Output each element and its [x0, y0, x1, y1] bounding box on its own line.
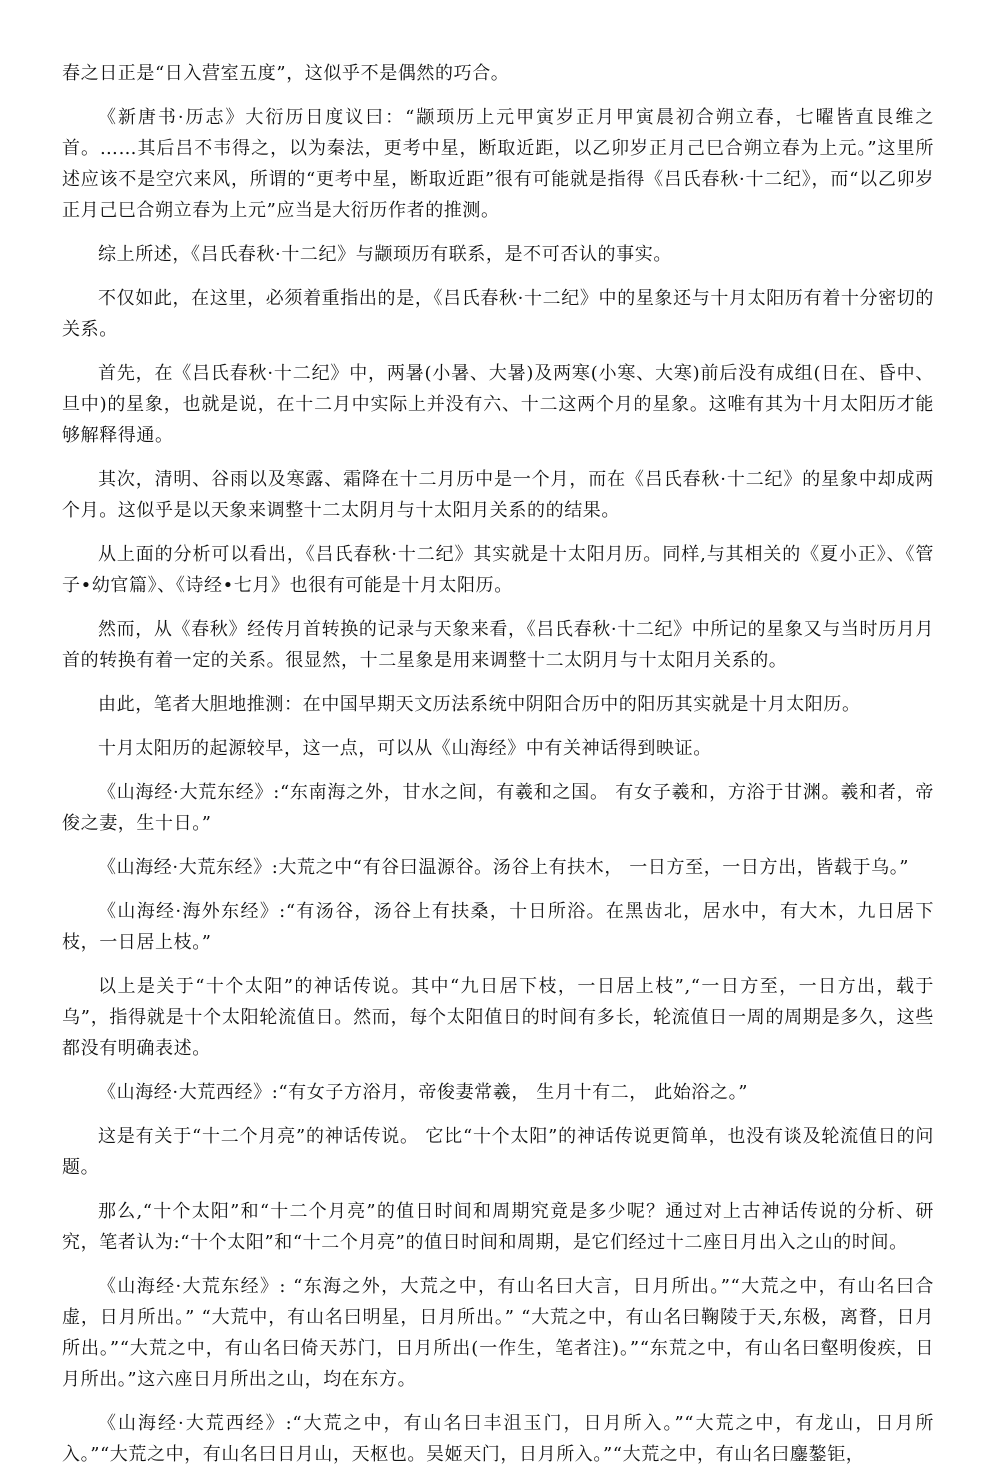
paragraph-17: 那么,“十个太阳”和“十二个月亮”的值日时间和周期究竟是多少呢？通过对上古神话传说的分析、研究，笔者认为:“十个太阳”和“十二个月亮”的值日时间和周期，是它们经过十二座日月出入之山的时间。: [62, 1201, 934, 1253]
paragraph-13: 《山海经·海外东经》:“有汤谷，汤谷上有扶桑，十日所浴。在黑齿北，居水中，有大木，九日居下枝，一日居上枝。”: [62, 901, 934, 953]
paragraph-1: 春之日正是“日入营室五度”，这似乎不是偶然的巧合。: [62, 63, 510, 84]
paragraph-14: 以上是关于“十个太阳”的神话传说。其中“九日居下枝，一日居上枝”,“一日方至，一日方出，载于乌”，指得就是十个太阳轮流值日。然而，每个太阳值日的时间有多长，轮流值日一周的周期是多久，这些都没有明确表述。: [62, 976, 934, 1059]
paragraph-3: 综上所述，《吕氏春秋·十二纪》与颛顼历有联系，是不可否认的事实。: [98, 244, 672, 265]
document-body: [62, 58, 934, 1483]
paragraph-12: 《山海经·大荒东经》:大荒之中“有谷曰温源谷。汤谷上有扶木， 一日方至，一日方出，皆载于乌。”: [98, 857, 910, 878]
paragraph-9: 由此，笔者大胆地推测：在中国早期天文历法系统中阴阳合历中的阳历其实就是十月太阳历。: [98, 694, 861, 715]
paragraph-6: 其次，清明、谷雨以及寒露、霜降在十二月历中是一个月，而在《吕氏春秋·十二纪》的星象中却成两个月。这似乎是以天象来调整十二太阴月与十太阳月关系的的结果。: [62, 469, 934, 521]
paragraph-15: 《山海经·大荒西经》:“有女子方浴月，帝俊妻常羲， 生月十有二， 此始浴之。”: [98, 1082, 749, 1103]
paragraph-7: 从上面的分析可以看出，《吕氏春秋·十二纪》其实就是十太阳月历。同样,与其相关的《夏小正》、《管子•幼官篇》、《诗经•七月》也很有可能是十月太阳历。: [62, 544, 934, 596]
paragraph-8: 然而，从《春秋》经传月首转换的记录与天象来看，《吕氏春秋·十二纪》中所记的星象又与当时历月月首的转换有着一定的关系。很显然，十二星象是用来调整十二太阴月与十太阳月关系的。: [62, 619, 934, 671]
paragraph-11: 《山海经·大荒东经》:“东南海之外，甘水之间，有羲和之国。 有女子羲和，方浴于甘渊。羲和者，帝俊之妻，生十日。”: [62, 782, 934, 834]
paragraph-4: 不仅如此，在这里，必须着重指出的是，《吕氏春秋·十二纪》中的星象还与十月太阳历有着十分密切的关系。: [62, 288, 934, 340]
paragraph-19: 《山海经·大荒西经》:“大荒之中，有山名曰丰沮玉门，日月所入。”“大荒之中，有龙山，日月所入。”“大荒之中，有山名曰日月山，天枢也。吴姬天门，日月所入。”“大荒之中，有山名曰鏖鏊钜，: [62, 1413, 934, 1465]
paragraph-16: 这是有关于“十二个月亮”的神话传说。 它比“十个太阳”的神话传说更简单，也没有谈及轮流值日的问题。: [62, 1126, 934, 1178]
paragraph-5: 首先，在《吕氏春秋·十二纪》中，两暑(小暑、大暑)及两寒(小寒、大寒)前后没有成组(日在、昏中、旦中)的星象，也就是说，在十二月中实际上并没有六、十二这两个月的星象。这唯有其为十月太阳历才能够解释得通。: [62, 363, 934, 446]
paragraph-18: 《山海经·大荒东经》: “东海之外，大荒之中，有山名曰大言，日月所出。”“大荒之中，有山名曰合虚，日月所出。” “大荒中，有山名曰明星，日月所出。” “大荒之中，有山名曰鞠陵于天,东极，离瞀，日月所出。”“大荒之中，有山名曰倚天苏门，日月所出(一作生，笔者注)。”“东荒之中，有山名曰壑明俊疾，日月所出。”这六座日月所出之山，均在东方。: [62, 1276, 934, 1390]
paragraph-2: 《新唐书·历志》大衍历日度议曰：“颛顼历上元甲寅岁正月甲寅晨初合朔立春，七曜皆直艮维之首。……其后吕不韦得之，以为秦法，更考中星，断取近距，以乙卯岁正月己巳合朔立春为上元。”这里所述应该不是空穴来风，所谓的“更考中星，断取近距”很有可能就是指得《吕氏春秋·十二纪》，而“以乙卯岁正月己巳合朔立春为上元”应当是大衍历作者的推测。: [62, 107, 934, 221]
paragraph-10: 十月太阳历的起源较早，这一点，可以从《山海经》中有关神话得到映证。: [98, 738, 712, 759]
